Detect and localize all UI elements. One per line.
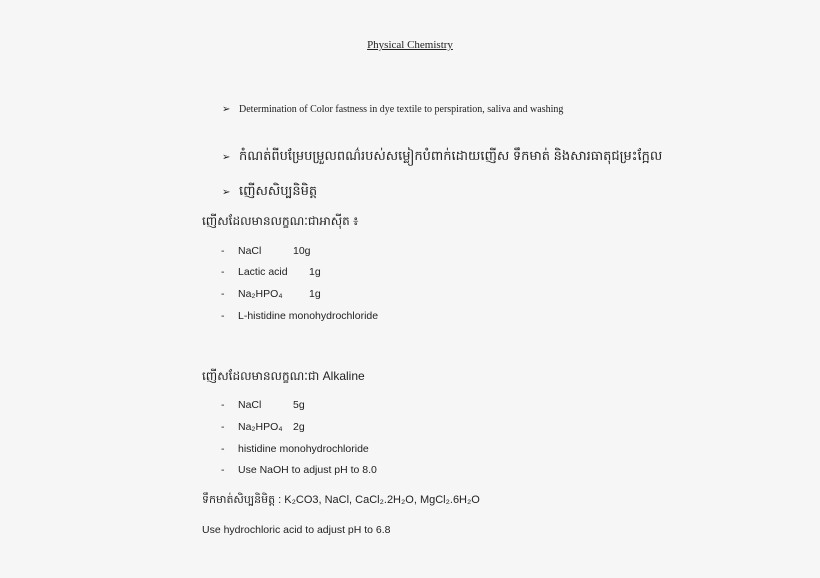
item-name: Na₂HPO₄ bbox=[238, 421, 283, 433]
bullet-item bbox=[222, 183, 317, 202]
dash-marker: - bbox=[221, 421, 225, 433]
list-item bbox=[221, 245, 311, 257]
artificial-saliva-line: ទឹកមាត់សិប្បនិមិត្ត : K₂CO3, NaCl, CaCl₂.2H₂O, MgCl₂.6H₂O bbox=[202, 494, 480, 506]
dash-marker: - bbox=[221, 464, 225, 476]
list-item bbox=[221, 399, 305, 411]
list-item bbox=[221, 310, 378, 322]
dash-marker: - bbox=[221, 310, 225, 322]
page-title: Physical Chemistry bbox=[367, 39, 453, 51]
item-name: L-histidine monohydrochloride bbox=[238, 310, 379, 322]
item-qty: 2g bbox=[293, 421, 305, 433]
item-name: NaCl bbox=[238, 399, 262, 411]
dash-marker: - bbox=[221, 443, 225, 455]
dash-marker: - bbox=[221, 288, 225, 300]
item-qty: 1g bbox=[309, 288, 321, 300]
bullet-item bbox=[222, 148, 662, 167]
list-item bbox=[221, 421, 305, 433]
item-name: histidine monohydrochloride bbox=[238, 443, 369, 455]
item-qty: 5g bbox=[293, 399, 305, 411]
item-name: Use NaOH to adjust pH to 8.0 bbox=[238, 464, 377, 476]
item-qty: 1g bbox=[309, 266, 321, 278]
arrow-bullet-icon: ➢ bbox=[222, 104, 231, 115]
list-item bbox=[221, 443, 369, 455]
dash-marker: - bbox=[221, 245, 225, 257]
list-item bbox=[221, 266, 321, 278]
item-qty: 10g bbox=[293, 245, 311, 257]
acid-heading: ញើសដែលមានលក្ខណៈជាអាស៊ីត ៖ bbox=[202, 214, 359, 228]
ph-adjust-line: Use hydrochloric acid to adjust pH to 6.8 bbox=[202, 524, 391, 536]
alkaline-heading: ញើសដែលមានលក្ខណៈជា Alkaline bbox=[202, 369, 365, 383]
bullet-text: Determination of Color fastness in dye textile to perspiration, saliva and washing bbox=[239, 104, 564, 115]
bullet-item bbox=[222, 104, 563, 115]
item-name: Lactic acid bbox=[238, 266, 288, 278]
dash-marker: - bbox=[221, 399, 225, 411]
list-item bbox=[221, 464, 377, 476]
dash-marker: - bbox=[221, 266, 225, 278]
bullet-text: ញើសសិប្បនិមិត្ត bbox=[239, 183, 318, 198]
bullet-text: កំណត់ពីបម្រែបម្រួលពណ៌របស់សម្លៀកបំពាក់ដោយញើស ទឹកមាត់ និងសារធាតុជម្រះក្អែល bbox=[239, 148, 663, 163]
arrow-bullet-icon: ➢ bbox=[222, 187, 231, 198]
item-name: NaCl bbox=[238, 245, 262, 257]
item-name: Na₂HPO₄ bbox=[238, 288, 283, 300]
list-item bbox=[221, 288, 321, 300]
arrow-bullet-icon: ➢ bbox=[222, 152, 231, 163]
